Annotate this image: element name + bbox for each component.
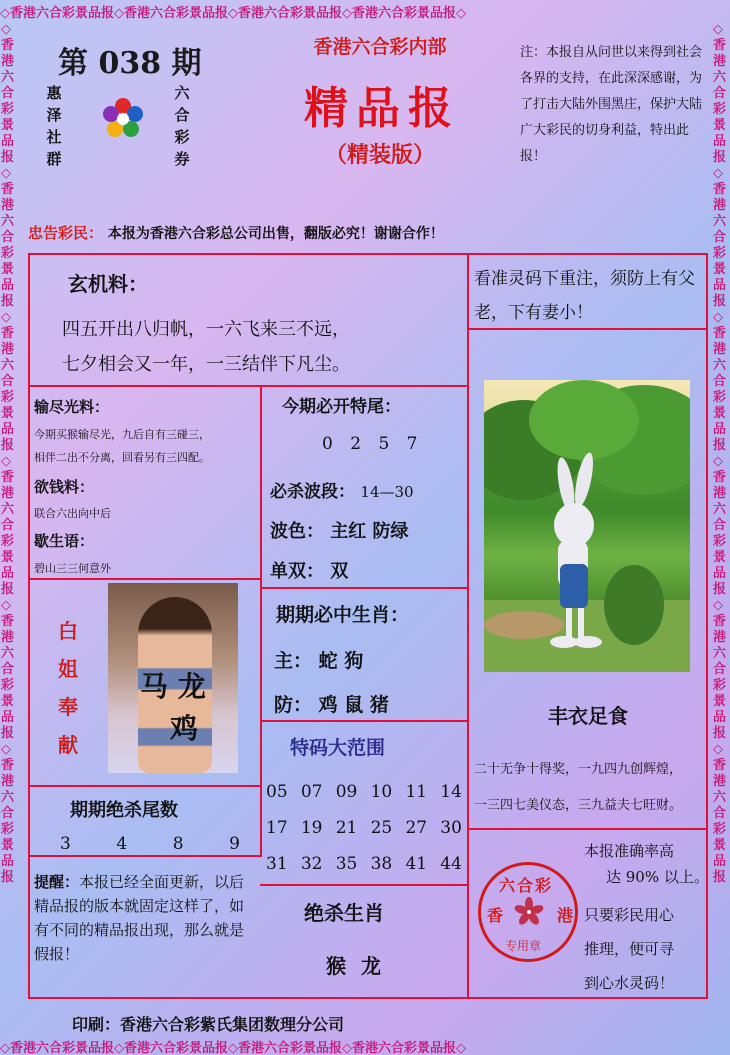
range-cell: 09 (335, 782, 358, 802)
range-cell: 10 (370, 782, 393, 802)
logo-right-char: 六 (174, 84, 190, 102)
range-row (266, 818, 462, 854)
range-cell: 27 (405, 818, 428, 838)
warning-text: 本报为香港六合彩总公司出售，翻版必究！谢谢合作！ (107, 226, 444, 242)
grid-line (28, 855, 262, 857)
range-cell: 31 (266, 854, 288, 874)
baijie-char: 奉 (58, 695, 78, 719)
accuracy-line: 推理，便可寻 (584, 940, 675, 958)
accuracy-line: 本报准确率高 (584, 842, 675, 860)
warning-label: 忠告彩民： (28, 224, 104, 242)
warning-line (28, 222, 708, 243)
baijie-char: 白 (58, 619, 78, 643)
range-row (266, 854, 462, 890)
shengxiao-title: 期期必中生肖： (276, 604, 410, 626)
baijie-char: 姐 (58, 657, 78, 681)
tema-tails: 0 2 5 7 (322, 434, 424, 454)
fengyi-line-1: 二十无争十得奖，一九四九创辉煌， (474, 762, 683, 777)
range-cell: 30 (440, 818, 462, 838)
model-photo (108, 583, 238, 773)
weishu-value: 8 (172, 834, 184, 854)
bose-label: 波色： (270, 521, 324, 542)
logo-right-chars (172, 82, 192, 170)
stamp-left: 香 (487, 906, 504, 925)
baijie-chars (56, 612, 80, 764)
logo-left-char: 惠 (46, 84, 62, 102)
danshuang-label: 单双： (270, 561, 324, 582)
lottery-balls-logo-icon (100, 96, 146, 142)
photo-text-1: 马 龙 (140, 670, 206, 703)
logo-right-char: 合 (174, 106, 190, 124)
header-title: 精品报 (304, 83, 460, 134)
frame-right-text: ◇香港六合彩景品报◇香港六合彩景品报◇香港六合彩景品报◇香港六合彩景品报◇香港六合彩景品报◇香港六合彩景品报 (713, 22, 727, 885)
frame-left-text: ◇香港六合彩景品报◇香港六合彩景品报◇香港六合彩景品报◇香港六合彩景品报◇香港六合彩景品报◇香港六合彩景品报 (1, 22, 15, 885)
stamp-top: 六合彩 (499, 876, 554, 895)
frame-top-text: ◇香港六合彩景品报◇香港六合彩景品报◇香港六合彩景品报◇香港六合彩景品报◇ (0, 6, 466, 20)
range-cell: 07 (300, 782, 323, 802)
shujin-line-2: 相伴二出不分离，回看另有三四配。 (34, 451, 210, 464)
accuracy-line: 到心水灵码！ (584, 974, 675, 992)
shengxiao-fang (274, 690, 389, 717)
footer-printer: 印刷：香港六合彩紫氏集团数理分公司 (72, 1015, 345, 1034)
logo-left-char: 社 (46, 128, 62, 146)
xiesheng-title: 歇生语： (34, 532, 95, 550)
header-note: 注：本报自从问世以来得到社会各界的支持，在此深深感谢，为了打击大陆外围黑庄，保护大陆广大彩民的切身利益，特出此报！ (520, 45, 703, 164)
shujin-line-1: 今期买猴输尽光，九后自有三碰三， (34, 428, 210, 441)
reminder-text: 本报已经全面更新，以后精品报的版本就固定这样了，如有不同的精品报出现，那么就是假报！ (34, 873, 245, 963)
reminder-block (34, 870, 256, 966)
range-cell: 14 (440, 782, 462, 802)
issue-number: 第 038 期 (58, 46, 202, 81)
xiesheng-text: 碧山三三何意外 (34, 562, 111, 575)
logo-right-char: 彩 (174, 128, 190, 146)
range-row (266, 782, 462, 818)
accuracy-line: 达 90% 以上。 (606, 868, 709, 886)
bisha-row (270, 477, 414, 502)
header-subtitle: 香港六合彩内部 (313, 36, 447, 58)
xuanji-line-1: 四五开出八归帆，一六飞来三不远， (62, 319, 350, 340)
rabbit-cartoon-image (484, 380, 690, 672)
tema-title: 今期必开特尾： (282, 397, 401, 417)
yuqian-title: 欲钱料： (34, 478, 95, 496)
stamp-right: 港 (557, 906, 574, 925)
range-cell: 17 (266, 818, 288, 838)
bisha-label: 必杀波段： (270, 482, 355, 502)
official-stamp (478, 862, 578, 962)
range-cell: 21 (335, 818, 358, 838)
grid-line (28, 578, 262, 580)
bisha-value: 14—30 (360, 483, 414, 501)
danshuang-value: 双 (330, 561, 349, 582)
range-cell: 35 (335, 854, 358, 874)
shengxiao-fang-label: 防： (274, 694, 313, 716)
header-edition: （精装版） (324, 142, 435, 168)
weishu-value: 9 (229, 834, 240, 854)
range-table (266, 782, 462, 890)
weishu-value: 3 (60, 834, 71, 854)
grid-line (467, 253, 469, 999)
danshuang-row (270, 557, 348, 583)
grid-line (467, 828, 708, 830)
range-cell: 41 (405, 854, 428, 874)
range-cell: 05 (266, 782, 288, 802)
accuracy-text (584, 836, 674, 866)
shengxiao-main-value: 蛇 狗 (318, 650, 364, 672)
grid-line (260, 587, 469, 589)
fengyi-title: 丰衣足食 (548, 704, 628, 728)
xuanji-title: 玄机料： (68, 272, 148, 296)
stamp-bottom: 专用章 (505, 939, 542, 953)
logo-left-char: 群 (46, 150, 62, 168)
juesha-value: 猴 龙 (326, 954, 385, 978)
baijie-char: 献 (58, 733, 78, 757)
range-cell: 25 (370, 818, 393, 838)
shengxiao-fang-value: 鸡 鼠 猪 (318, 694, 389, 716)
juesha-title: 绝杀生肖 (304, 901, 384, 925)
shengxiao-main-label: 主： (274, 650, 313, 672)
range-cell: 32 (300, 854, 323, 874)
photo-text-2: 鸡 (170, 712, 199, 745)
weishu-value: 4 (116, 834, 128, 854)
bauhinia-flower-icon (514, 897, 544, 927)
logo-block (42, 80, 212, 180)
grid-line (28, 785, 262, 787)
yuqian-text: 联合六出向中后 (34, 507, 111, 520)
logo-left-chars (44, 82, 64, 170)
logo-right-char: 券 (174, 150, 190, 168)
range-cell: 44 (440, 854, 462, 874)
shengxiao-main (274, 646, 363, 673)
range-cell: 11 (405, 782, 428, 802)
xuanji-line-2: 七夕相会又一年，一三结伴下凡尘。 (62, 354, 350, 375)
range-cell: 19 (300, 818, 323, 838)
logo-left-char: 泽 (46, 106, 62, 124)
accuracy-line: 只要彩民用心 (584, 906, 675, 924)
reminder-label: 提醒： (34, 873, 80, 891)
right-top-text: 看准灵码下重注，须防上有父老，下有妻小！ (474, 269, 695, 323)
bose-value: 主红 防绿 (330, 521, 409, 542)
frame-bottom-text: ◇香港六合彩景品报◇香港六合彩景品报◇香港六合彩景品报◇香港六合彩景品报◇ (0, 1041, 466, 1055)
grid-line (260, 720, 469, 722)
range-cell: 38 (370, 854, 393, 874)
range-title: 特码大范围 (290, 737, 386, 759)
grid-line (28, 385, 469, 387)
bose-row (270, 517, 409, 543)
fengyi-line-2: 一三四七美仪态，三九益夫七旺财。 (474, 798, 683, 813)
shujin-title: 输尽光料： (34, 398, 110, 416)
rabbit-icon (484, 380, 690, 672)
weishu-title: 期期绝杀尾数 (70, 800, 178, 821)
weishu-values (60, 834, 240, 854)
